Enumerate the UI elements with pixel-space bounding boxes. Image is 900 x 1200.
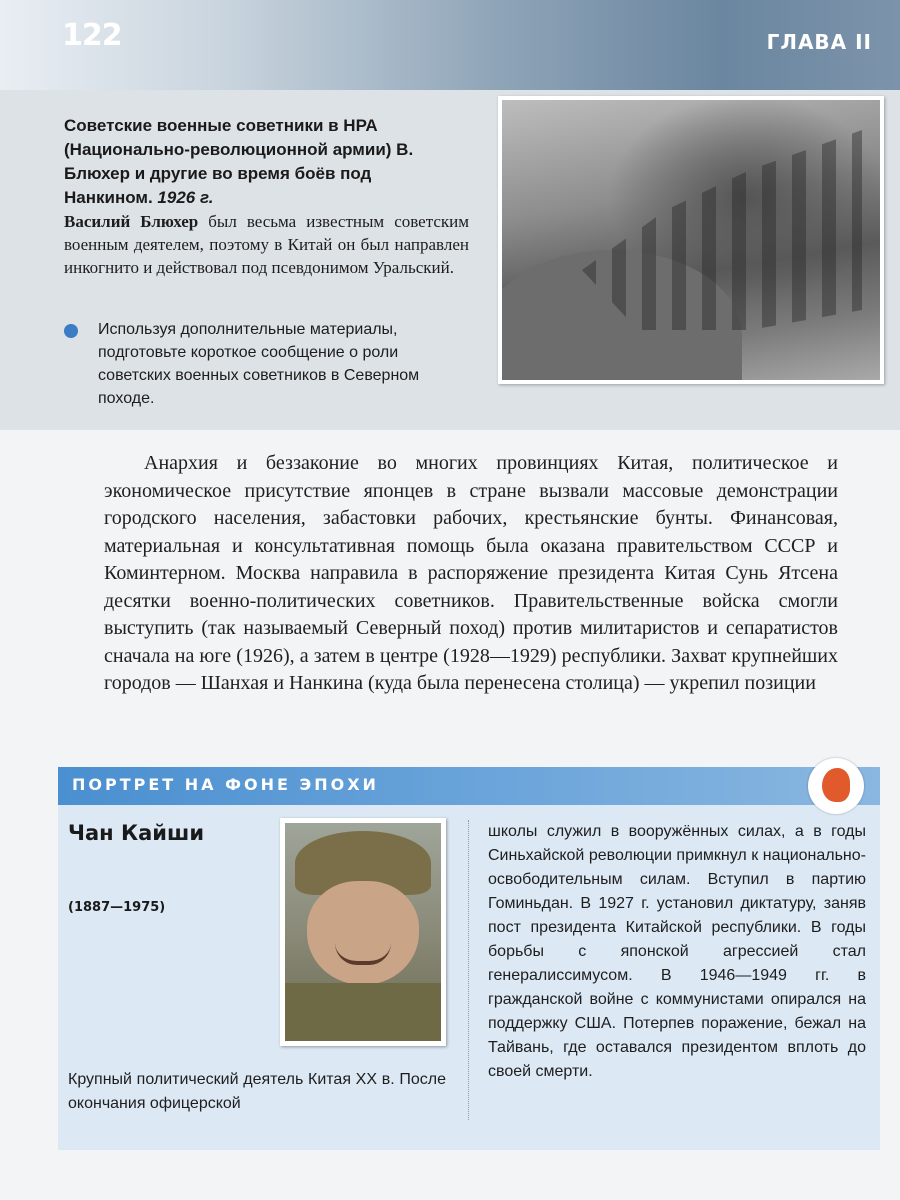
chapter-label: ГЛАВА II: [766, 30, 872, 54]
caption-desc-rest: был весьма известным советским военным деятелем, поэтому в Китай он был направлен инкогнито и действовал под псевдонимом Уральский.: [64, 212, 470, 277]
page-header: [0, 0, 900, 90]
main-paragraph: [104, 450, 838, 698]
page-number: 122: [62, 18, 122, 53]
caption-desc-name: Василий Блюхер: [64, 212, 199, 231]
person-name: Чан Кайши: [68, 821, 205, 845]
caption-title-main: Советские военные советники в НРА (Национально-революционной армии) В. Блюхер и другие во время боёв под Нанкином.: [64, 116, 414, 207]
biography-right-column: школы служил в вооружённых силах, а в годы Синьхайской революции примкнул к национально-освободительным силам. Вступил в партию Гоминьдан. В 1927 г. установил диктатуру, заняв пост президента Китайской республики. В годы борьбы с японской агрессией стал генералиссимусом. В 1946—1949 гг. в гражданской войне с коммунистами опирался на поддержку США. Потерпев поражение, бежал на Тайвань, где оставался президентом вплоть до своей смерти.: [488, 823, 866, 1080]
photo-image: [502, 100, 880, 380]
column-divider: [468, 820, 469, 1120]
photo-caption-title: [64, 114, 434, 210]
historical-photo: [498, 96, 884, 384]
portrait-section-title: ПОРТРЕТ НА ФОНЕ ЭПОХИ: [72, 775, 379, 794]
task-block: [64, 318, 474, 418]
head-profile-icon: [808, 758, 864, 814]
photo-caption-description: [64, 210, 469, 279]
portrait-section-header: [58, 767, 880, 805]
caption-title-year: 1926 г.: [157, 188, 214, 207]
main-paragraph-text: Анархия и беззаконие во многих провинциях Китая, политическое и экономическое присутствие японцев в стране вызвали массовые демонстрации городского населения, забастовки рабочих, крестьянские бунты. Финансовая, материальная и консультативная помощь была оказана правительством СССР и Коминтерном. Москва направила в распоряжение президента Китая Сунь Ятсена десятки военно-политических советников. Правительственные войска смогли выступить (так называемый Северный поход) против милитаристов и сепаратистов сначала на юге (1926), а затем в центре (1928—1929) республики. Захват крупнейших городов — Шанхая и Нанкина (куда была перенесена столица) — укрепил позиции: [104, 452, 838, 694]
biography-left-column: Крупный политический деятель Китая XX в. После окончания офицерской: [68, 1071, 446, 1112]
task-text: Используя дополнительные материалы, подготовьте короткое сообщение о роли советских военных советников в Северном походе.: [98, 321, 420, 407]
blue-circle-icon: [64, 324, 78, 338]
portrait-image: [285, 823, 441, 1041]
portrait-photo: [280, 818, 446, 1046]
person-years: (1887—1975): [68, 900, 166, 915]
